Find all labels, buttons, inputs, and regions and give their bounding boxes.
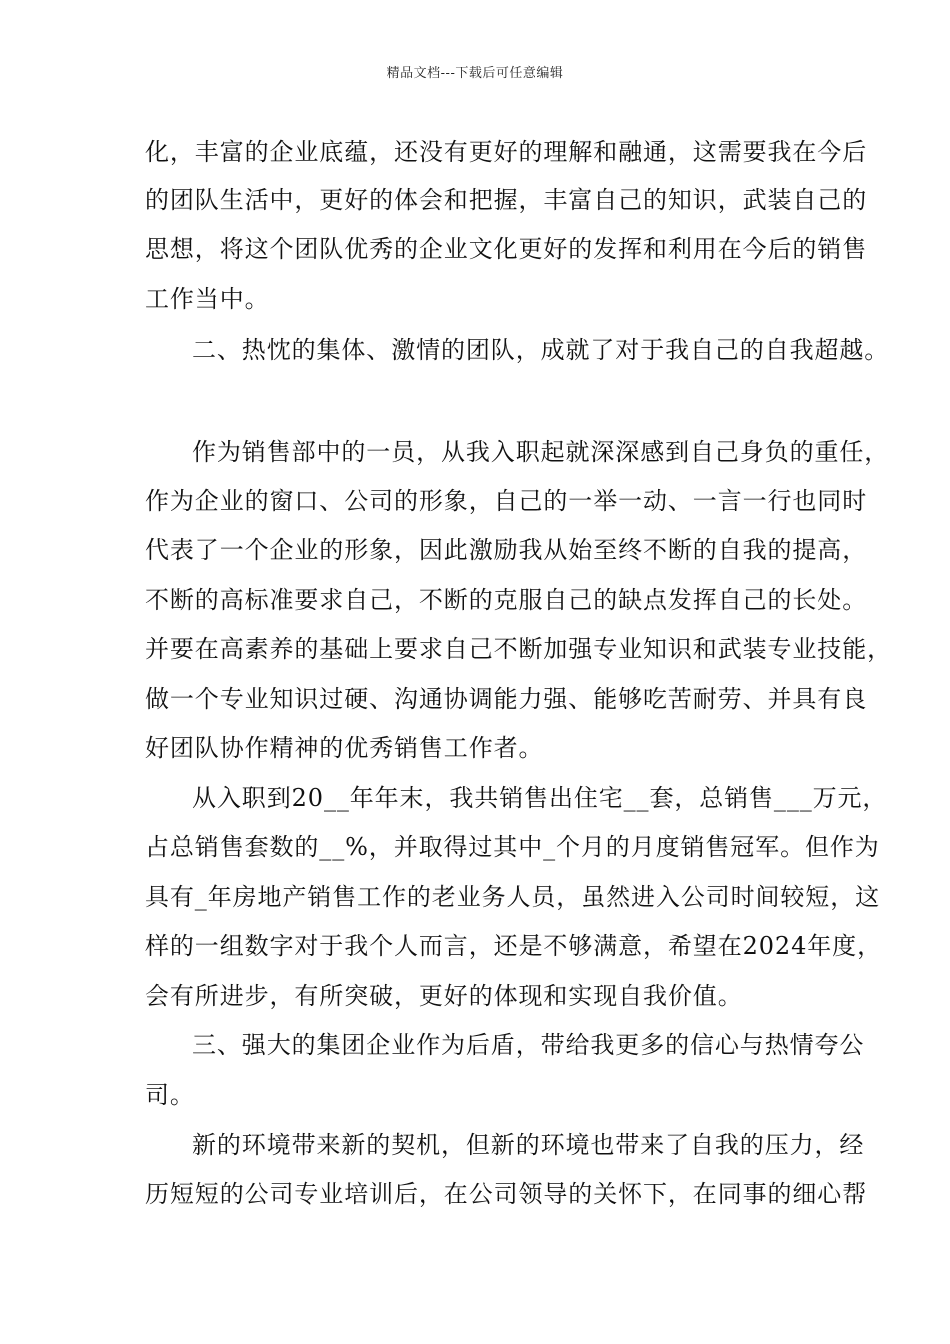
paragraph-line: 好团队协作精神的优秀销售工作者。: [145, 734, 544, 762]
paragraph-line: 化，丰富的企业底蕴，还没有更好的理解和融通，这需要我在今后: [145, 138, 868, 166]
paragraph-line: 历短短的公司专业培训后，在公司领导的关怀下，在同事的细心帮: [145, 1180, 868, 1208]
paragraph-line: 作为企业的窗口、公司的形象，自己的一举一动、一言一行也同时: [145, 487, 868, 515]
section-heading: 二、热忱的集体、激情的团队，成就了对于我自己的自我超越。: [192, 336, 890, 364]
paragraph-line: 作为销售部中的一员，从我入职起就深深感到自己身负的重任，: [192, 438, 890, 466]
paragraph-line: 占总销售套数的__%，并取得过其中_个月的月度销售冠军。但作为: [145, 833, 880, 861]
paragraph-line: 代表了一个企业的形象，因此激励我从始至终不断的自我的提高，: [145, 536, 868, 564]
paragraph-line: 新的环境带来新的契机，但新的环境也带来了自我的压力，经: [192, 1131, 865, 1159]
paragraph-line: 会有所进步，有所突破，更好的体现和实现自我价值。: [145, 982, 743, 1010]
paragraph-line: 不断的高标准要求自己，不断的克服自己的缺点发挥自己的长处。: [145, 586, 868, 614]
paragraph-line: 的团队生活中，更好的体会和把握，丰富自己的知识，武装自己的: [145, 186, 868, 214]
paragraph-line: 从入职到20__年年末，我共销售出住宅__套，总销售___万元，: [192, 784, 888, 812]
paragraph-line: 思想，将这个团队优秀的企业文化更好的发挥和利用在今后的销售: [145, 235, 868, 263]
paragraph-line: 工作当中。: [145, 285, 270, 313]
section-heading: 三、强大的集团企业作为后盾，带给我更多的信心与热情夸公: [192, 1031, 865, 1059]
paragraph-line: 并要在高素养的基础上要求自己不断加强专业知识和武装专业技能，: [145, 635, 892, 663]
paragraph-line: 具有_年房地产销售工作的老业务人员，虽然进入公司时间较短，这: [145, 883, 880, 911]
page-header: 精品文档---下载后可任意编辑: [386, 66, 564, 81]
paragraph-line: 样的一组数字对于我个人而言，还是不够满意，希望在2024年度，: [145, 932, 882, 960]
section-heading: 司。: [145, 1081, 195, 1109]
paragraph-line: 做一个专业知识过硬、沟通协调能力强、能够吃苦耐劳、并具有良: [145, 685, 868, 713]
